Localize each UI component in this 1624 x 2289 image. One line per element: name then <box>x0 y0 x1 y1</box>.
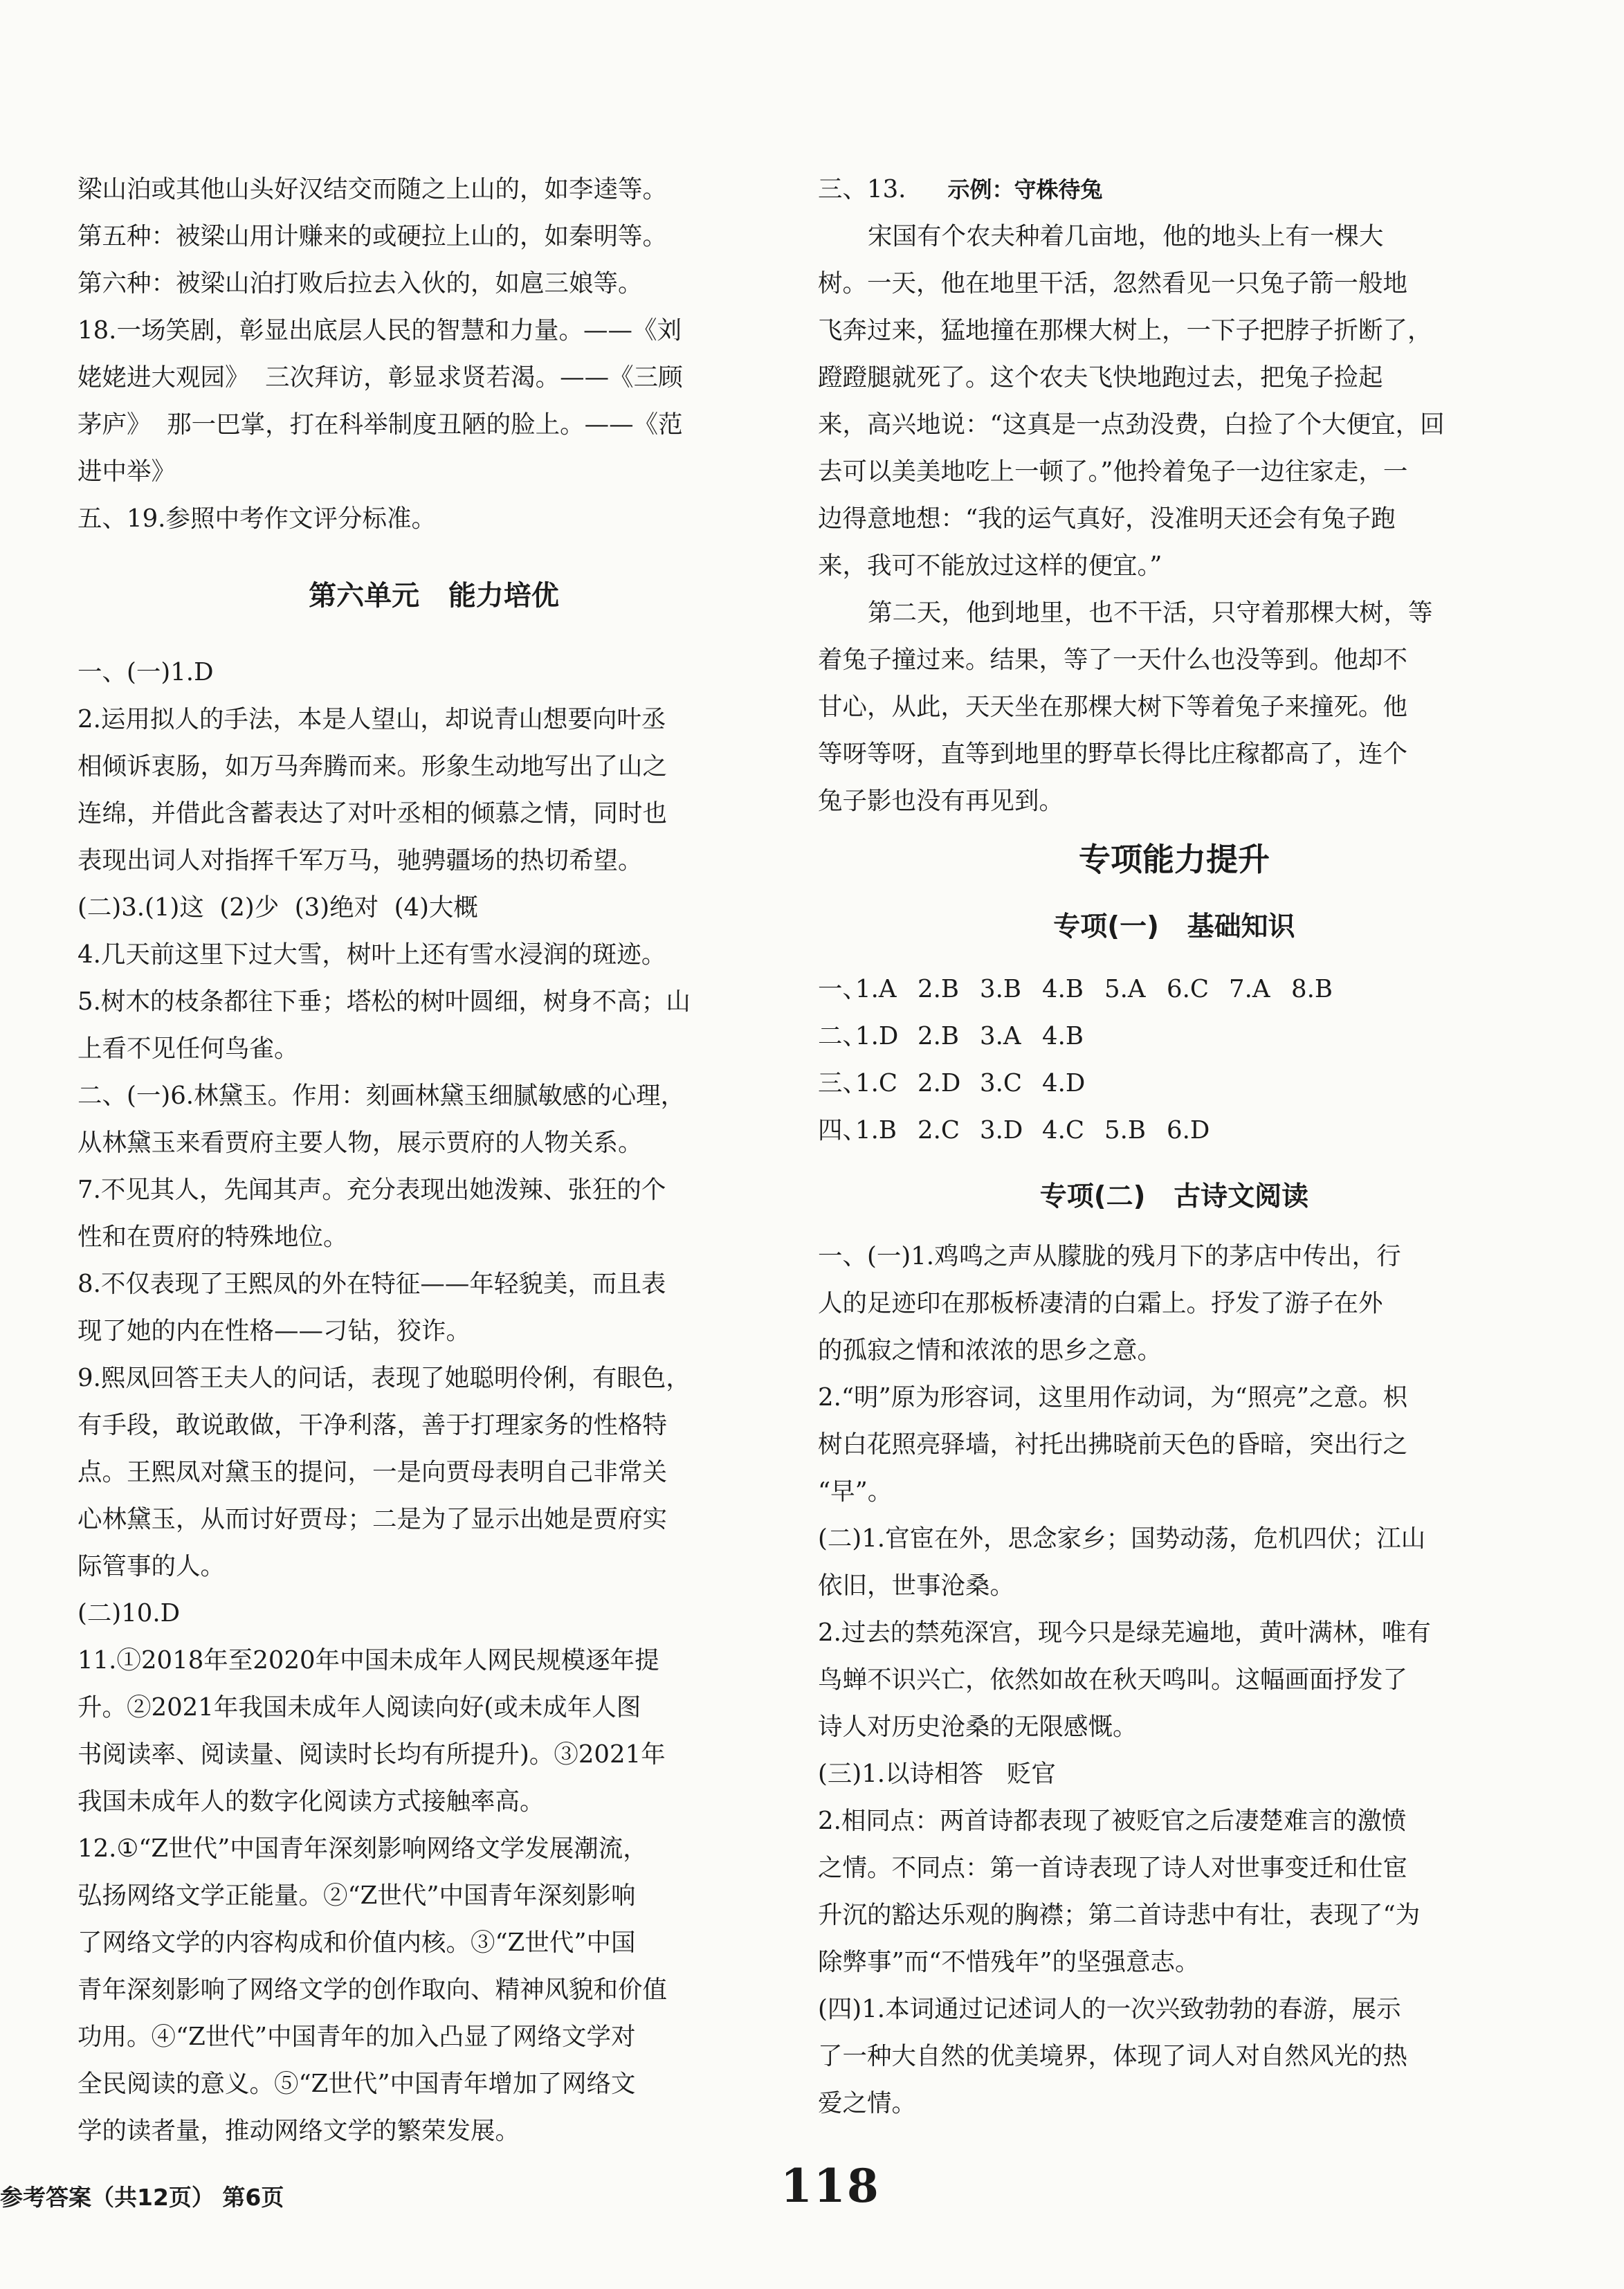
text-line: 表现出词人对指挥千军万马，驰骋疆场的热切希望。 <box>77 846 643 875</box>
text-line: 点。王熙凤对黛玉的提问，一是向贾母表明自己非常关 <box>77 1458 668 1486</box>
answer-row <box>818 1013 1531 1060</box>
answer-item: 1.A <box>855 975 897 1003</box>
answer-row-lead: 三、 <box>818 1069 868 1097</box>
text-line: 甘心，从此，天天坐在那棵大树下等着兔子来撞死。他 <box>818 693 1408 721</box>
text-line: 姥姥进大观园》 三次拜访，彰显求贤若渴。——《三顾 <box>77 363 683 392</box>
answer-item: 4.C <box>1042 1116 1085 1144</box>
answer-row-lead: 一、 <box>818 975 868 1003</box>
text-line: 一、(一)1.鸡鸣之声从朦胧的残月下的茅店中传出，行 <box>818 1242 1401 1270</box>
answer-item: 5.A <box>1104 975 1146 1003</box>
text-line: 的孤寂之情和浓浓的思乡之意。 <box>818 1336 1162 1365</box>
subsection-heading: 专项(一) 基础知识 <box>1053 911 1295 942</box>
text-line: 爱之情。 <box>818 2089 917 2117</box>
page-footer: 参考答案（共12页） 第6页 <box>0 2184 284 2211</box>
text-line: 了一种大自然的优美境界，体现了词人对自然风光的热 <box>818 2042 1408 2070</box>
text-line: 性和在贾府的特殊地位。 <box>77 1223 348 1251</box>
text-line: 一、(一)1.D <box>77 658 214 686</box>
text-line: 去可以美美地吃上一顿了。”他拎着兔子一边往家走，一 <box>818 457 1408 486</box>
text-line: 9.熙凤回答王夫人的问话，表现了她聪明伶俐，有眼色， <box>77 1364 691 1392</box>
text-line: 7.不见其人，先闻其声。充分表现出她泼辣、张狂的个 <box>77 1176 666 1204</box>
text-line: 学的读者量，推动网络文学的繁荣发展。 <box>77 2117 520 2145</box>
text-line: 树白花照亮驿墙，衬托出拂晓前天色的昏暗，突出行之 <box>818 1430 1408 1459</box>
answer-item: 4.B <box>1042 1022 1084 1050</box>
answer-item: 3.C <box>980 1069 1023 1097</box>
text-line: 了网络文学的内容构成和价值内核。③“Z世代”中国 <box>77 1928 636 1957</box>
answer-item: 4.D <box>1042 1069 1086 1097</box>
text-line: 我国未成年人的数字化阅读方式接触率高。 <box>77 1787 545 1816</box>
text-line: 二、(一)6.林黛玉。作用：刻画林黛玉细腻敏感的心理， <box>77 1082 686 1110</box>
text-line: 宋国有个农夫种着几亩地，他的地头上有一棵大 <box>868 222 1384 250</box>
text-line: 第六种：被梁山泊打败后拉去入伙的，如扈三娘等。 <box>77 269 643 298</box>
page-number: 118 <box>781 2159 880 2213</box>
text-line: 来，我可不能放过这样的便宜。” <box>818 551 1162 580</box>
section-heading: 专项能力提升 <box>1079 841 1270 878</box>
text-line: 2.“明”原为形容词，这里用作动词，为“照亮”之意。枳 <box>818 1383 1407 1412</box>
text-line: 飞奔过来，猛地撞在那棵大树上，一下子把脖子折断了， <box>818 316 1432 345</box>
text-line: 青年深刻影响了网络文学的创作取向、精神风貌和价值 <box>77 1976 668 2004</box>
text-line: 4.几天前这里下过大雪，树叶上还有雪水浸润的斑迹。 <box>77 940 666 969</box>
text-line: 诗人对历史沧桑的无限感慨。 <box>818 1713 1138 1741</box>
text-line: 五、19.参照中考作文评分标准。 <box>77 504 436 533</box>
text-line: 上看不见任何鸟雀。 <box>77 1034 299 1063</box>
text-line: 着兔子撞过来。结果，等了一天什么也没等到。他却不 <box>818 646 1408 674</box>
left-column <box>77 166 790 2155</box>
text-line: 连绵，并借此含蓄表达了对叶丞相的倾慕之情，同时也 <box>77 799 668 828</box>
answer-item: 8.B <box>1291 975 1333 1003</box>
text-line: 8.不仅表现了王熙凤的外在特征——年轻貌美，而且表 <box>77 1270 666 1298</box>
text-line: 2.运用拟人的手法，本是人望山，却说青山想要向叶丞 <box>77 705 666 733</box>
answer-item: 2.B <box>918 975 959 1003</box>
text-line: (二)1.官宦在外，思念家乡；国势动荡，危机四伏；江山 <box>818 1524 1426 1553</box>
question-number: 三、13. <box>818 175 906 203</box>
answer-row <box>818 1060 1531 1107</box>
text-line: 功用。④“Z世代”中国青年的加入凸显了网络文学对 <box>77 2023 636 2051</box>
answer-item: 6.C <box>1167 975 1210 1003</box>
text-line: 除弊事”而“不惜残年”的坚强意志。 <box>818 1948 1200 1976</box>
text-line <box>818 166 1531 213</box>
answer-item: 5.B <box>1104 1116 1146 1144</box>
text-line: 边得意地想：“我的运气真好，没准明天还会有兔子跑 <box>818 504 1396 533</box>
answer-row <box>818 966 1531 1013</box>
text-line: 心林黛玉，从而讨好贾母；二是为了显示出她是贾府实 <box>77 1505 668 1533</box>
answer-row <box>818 1107 1531 1154</box>
answer-item: 2.C <box>918 1116 960 1144</box>
text-line: 11.①2018年至2020年中国未成年人网民规模逐年提 <box>77 1646 659 1675</box>
text-line: 鸟蝉不识兴亡，依然如故在秋天鸣叫。这幅画面抒发了 <box>818 1666 1408 1694</box>
text-line: 蹬蹬腿就死了。这个农夫飞快地跑过去，把兔子捡起 <box>818 363 1383 392</box>
answer-item: 1.D <box>855 1022 899 1050</box>
answer-item: 6.D <box>1167 1116 1210 1144</box>
text-line: 书阅读率、阅读量、阅读时长均有所提升)。③2021年 <box>77 1740 666 1769</box>
text-line: 升沉的豁达乐观的胸襟；第二首诗悲中有壮，表现了“为 <box>818 1901 1421 1929</box>
text-line: 12.①“Z世代”中国青年深刻影响网络文学发展潮流， <box>77 1834 648 1863</box>
answer-item: 3.D <box>980 1116 1023 1144</box>
text-line: 树。一天，他在地里干活，忽然看见一只兔子箭一般地 <box>818 269 1408 298</box>
text-line: 兔子影也没有再见到。 <box>818 787 1064 815</box>
text-line: 之情。不同点：第一首诗表现了诗人对世事变迁和仕宦 <box>818 1854 1408 1882</box>
text-line: 梁山泊或其他山头好汉结交而随之上山的，如李逵等。 <box>77 175 668 203</box>
text-line: (二)3.(1)这 (2)少 (3)绝对 (4)大概 <box>77 893 478 922</box>
answer-row-lead: 二、 <box>818 1022 868 1050</box>
answer-item: 4.B <box>1042 975 1084 1003</box>
text-line: 弘扬网络文学正能量。②“Z世代”中国青年深刻影响 <box>77 1881 636 1910</box>
text-line: 2.过去的禁苑深宫，现今只是绿芜遍地，黄叶满林，唯有 <box>818 1618 1431 1647</box>
answer-item: 1.B <box>855 1116 897 1144</box>
text-line: (四)1.本词通过记述词人的一次兴致勃勃的春游，展示 <box>818 1995 1401 2023</box>
text-line: 等呀等呀，直等到地里的野草长得比庄稼都高了，连个 <box>818 740 1408 768</box>
text-line: (三)1.以诗相答 贬官 <box>818 1760 1056 1788</box>
text-line: 第五种：被梁山用计赚来的或硬拉上山的，如秦明等。 <box>77 222 668 250</box>
text-line: 升。②2021年我国未成年人阅读向好(或未成年人图 <box>77 1693 641 1722</box>
text-line: 5.树木的枝条都往下垂；塔松的树叶圆细，树身不高；山 <box>77 987 691 1016</box>
answer-item: 7.A <box>1229 975 1270 1003</box>
text-line: 2.相同点：两首诗都表现了被贬官之后凄楚难言的激愤 <box>818 1807 1407 1835</box>
text-line: 依旧，世事沧桑。 <box>818 1571 1015 1600</box>
answer-item: 2.B <box>918 1022 959 1050</box>
text-line: 际管事的人。 <box>77 1552 226 1580</box>
unit-heading: 第六单元 能力培优 <box>309 580 559 612</box>
subsection-heading: 专项(二) 古诗文阅读 <box>1039 1181 1309 1212</box>
text-line: 进中举》 <box>77 457 176 486</box>
answer-row-lead: 四、 <box>818 1116 868 1144</box>
answer-item: 3.A <box>980 1022 1021 1050</box>
text-line: 相倾诉衷肠，如万马奔腾而来。形象生动地写出了山之 <box>77 752 668 781</box>
text-line: 第二天，他到地里，也不干活，只守着那棵大树，等 <box>868 599 1433 627</box>
text-line: 来，高兴地说：“这真是一点劲没费，白捡了个大便宜，回 <box>818 410 1445 439</box>
answer-item: 1.C <box>855 1069 898 1097</box>
right-column <box>818 166 1531 2127</box>
text-line: (二)10.D <box>77 1599 181 1627</box>
answer-item: 3.B <box>980 975 1021 1003</box>
example-title: 示例：守株待兔 <box>947 176 1103 203</box>
text-line: 现了她的内在性格——刁钻，狡诈。 <box>77 1317 471 1345</box>
text-line: “早”。 <box>818 1477 893 1506</box>
text-line: 18.一场笑剧，彰显出底层人民的智慧和力量。——《刘 <box>77 316 682 345</box>
text-line: 茅庐》 那一巴掌，打在科举制度丑陋的脸上。——《范 <box>77 410 683 439</box>
text-line: 有手段，敢说敢做，干净利落，善于打理家务的性格特 <box>77 1411 668 1439</box>
text-line: 从林黛玉来看贾府主要人物，展示贾府的人物关系。 <box>77 1129 643 1157</box>
text-line: 人的足迹印在那板桥凄清的白霜上。抒发了游子在外 <box>818 1289 1383 1317</box>
answer-item: 2.D <box>918 1069 961 1097</box>
text-line: 全民阅读的意义。⑤“Z世代”中国青年增加了网络文 <box>77 2070 636 2098</box>
